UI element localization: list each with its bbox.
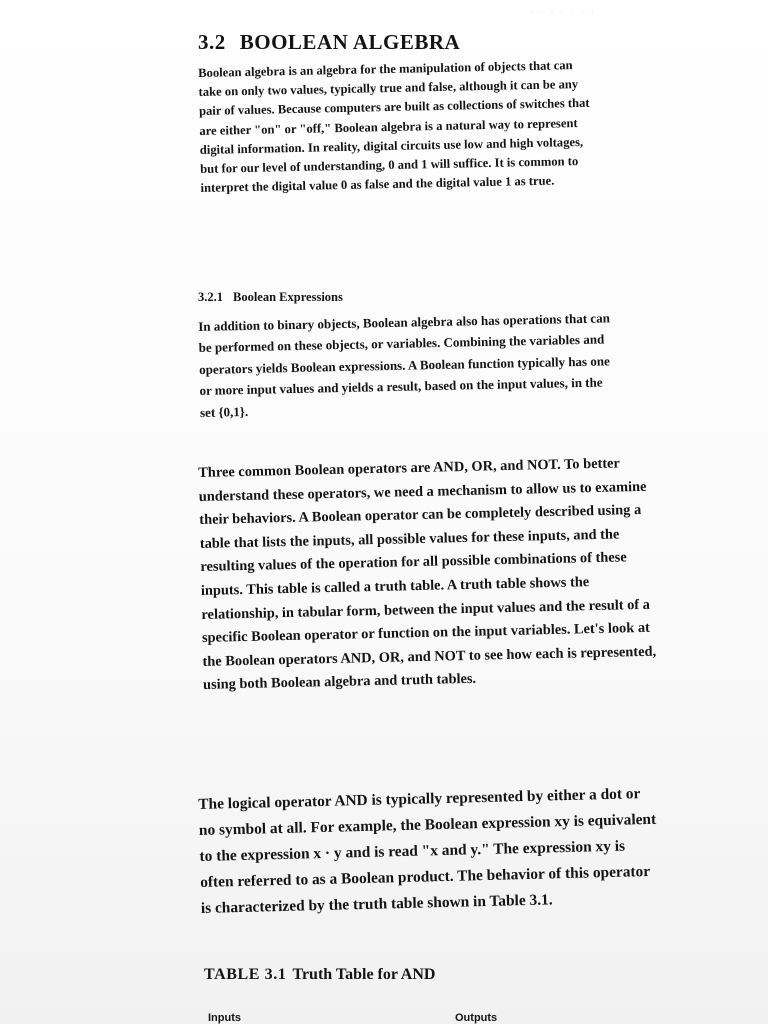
subsection-number: 3.2.1 — [198, 290, 223, 304]
paragraph-and-operator: The logical operator AND is typically represented by either a dot or no symbol at all. For example, the Boolean expression xy is equivalent to the expression x · y and is read "x and y." The expression xy is often referred to as a Boolean product. The behavior of this operator is characterized by the truth table shown in Table 3.1. — [198, 785, 657, 917]
table-label: TABLE 3.1 — [204, 966, 287, 983]
section-number: 3.2 — [198, 30, 226, 54]
section-heading — [198, 30, 460, 55]
subsection-title: Boolean Expressions — [233, 290, 343, 304]
table-column-inputs: Inputs — [208, 1012, 241, 1024]
subsection-heading — [198, 290, 343, 305]
paragraph-boolean-expressions: In addition to binary objects, Boolean algebra also has operations that can be performed on these objects, or variables. Combining the variables and operators yields Boolean expressions. A Boolean function typically has one or more input values and yields a result, based on the input values, in the set {0,1}. — [198, 310, 610, 420]
table-column-outputs: Outputs — [455, 1012, 498, 1024]
faded-stamp: · · · · · · · — [530, 6, 596, 17]
table-caption — [204, 966, 435, 984]
paragraph-operators: Three common Boolean operators are AND, OR, and NOT. To better understand these operators, we need a mechanism to allow us to examine their behaviors. A Boolean operator can be completely described using a table that lists the inputs, all possible values for these inputs, and the resulting values of the operation for all possible combinations of these inputs. This table is called a truth table. A truth table shows the relationship, in tabular form, between the input values and the result of a specific Boolean operator or function on the input variables. Let's look at the Boolean operators AND, OR, and NOT to see how each is represented, using both Boolean algebra and truth tables. — [198, 455, 657, 694]
table-title: Truth Table for AND — [292, 966, 436, 983]
paragraph-intro: Boolean algebra is an algebra for the manipulation of objects that can take on only two values, typically true and false, although it can be any pair of values. Because computers are built as collections of switches that are either "on" or "off," Boolean algebra is a natural way to represent digital information. In reality, digital circuits use low and high voltages, but for our level of understanding, 0 and 1 will suffice. It is common to interpret the digital value 0 as false and the digital value 1 as true. — [198, 58, 590, 196]
section-title: BOOLEAN ALGEBRA — [239, 30, 461, 54]
